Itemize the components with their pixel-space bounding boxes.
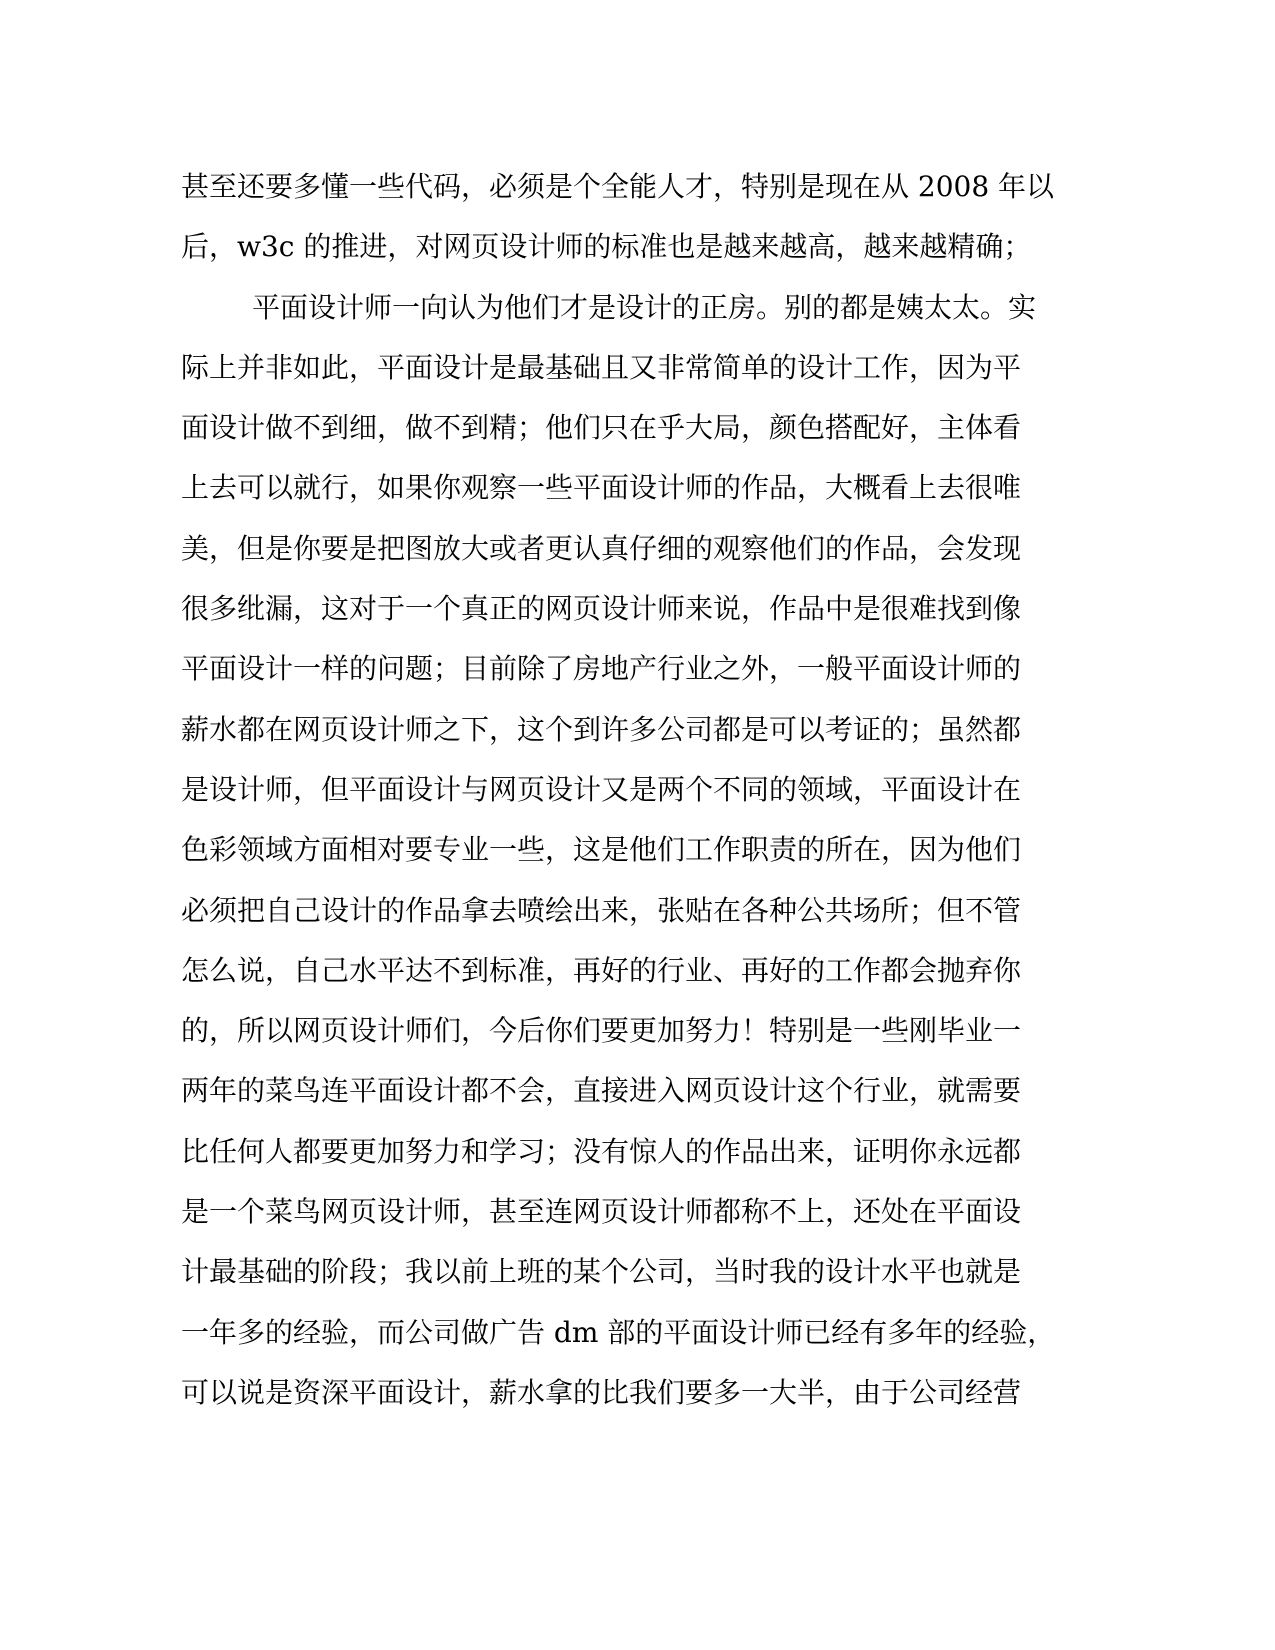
text-line: 平面设计师一向认为他们才是设计的正房。别的都是姨太太。实 bbox=[252, 290, 1037, 324]
paragraph-continuation bbox=[181, 157, 1061, 278]
text-line: 色彩领域方面相对要专业一些，这是他们工作职责的所在，因为他们 bbox=[181, 833, 1022, 867]
text-line: 上去可以就行，如果你观察一些平面设计师的作品，大概看上去很唯 bbox=[181, 471, 1022, 505]
text-line: 美，但是你要是把图放大或者更认真仔细的观察他们的作品，会发现 bbox=[181, 531, 1022, 565]
text-line: 必须把自己设计的作品拿去喷绘出来，张贴在各种公共场所；但不管 bbox=[181, 893, 1022, 927]
body-text bbox=[181, 157, 1061, 1423]
text-line: 薪水都在网页设计师之下，这个到许多公司都是可以考证的；虽然都 bbox=[181, 712, 1022, 746]
text-line: 一年多的经验，而公司做广告 dm 部的平面设计师已经有多年的经验， bbox=[181, 1315, 1056, 1349]
text-line: 面设计做不到细，做不到精；他们只在乎大局，颜色搭配好，主体看 bbox=[181, 411, 1022, 445]
text-line: 后，w3c 的推进，对网页设计师的标准也是越来越高，越来越精确； bbox=[181, 230, 1032, 264]
text-line: 是设计师，但平面设计与网页设计又是两个不同的领域，平面设计在 bbox=[181, 772, 1022, 806]
paragraph-main bbox=[181, 278, 1061, 1424]
text-line: 际上并非如此，平面设计是最基础且又非常简单的设计工作，因为平 bbox=[181, 350, 1022, 384]
text-line: 比任何人都要更加努力和学习；没有惊人的作品出来，证明你永远都 bbox=[181, 1134, 1022, 1168]
text-line: 可以说是资深平面设计，薪水拿的比我们要多一大半，由于公司经营 bbox=[181, 1375, 1022, 1409]
text-line: 甚至还要多懂一些代码，必须是个全能人才，特别是现在从 2008 年以 bbox=[181, 170, 1055, 203]
text-line: 两年的菜鸟连平面设计都不会，直接进入网页设计这个行业，就需要 bbox=[181, 1074, 1022, 1108]
text-line: 平面设计一样的问题；目前除了房地产行业之外，一般平面设计师的 bbox=[181, 652, 1022, 686]
text-line: 计最基础的阶段；我以前上班的某个公司，当时我的设计水平也就是 bbox=[181, 1255, 1022, 1289]
text-line: 怎么说，自己水平达不到标准，再好的行业、再好的工作都会抛弃你 bbox=[181, 953, 1022, 987]
text-line: 是一个菜鸟网页设计师，甚至连网页设计师都称不上，还处在平面设 bbox=[181, 1195, 1022, 1229]
text-line: 的，所以网页设计师们，今后你们要更加努力！特别是一些刚毕业一 bbox=[181, 1014, 1022, 1048]
text-line: 很多纰漏，这对于一个真正的网页设计师来说，作品中是很难找到像 bbox=[181, 592, 1022, 626]
